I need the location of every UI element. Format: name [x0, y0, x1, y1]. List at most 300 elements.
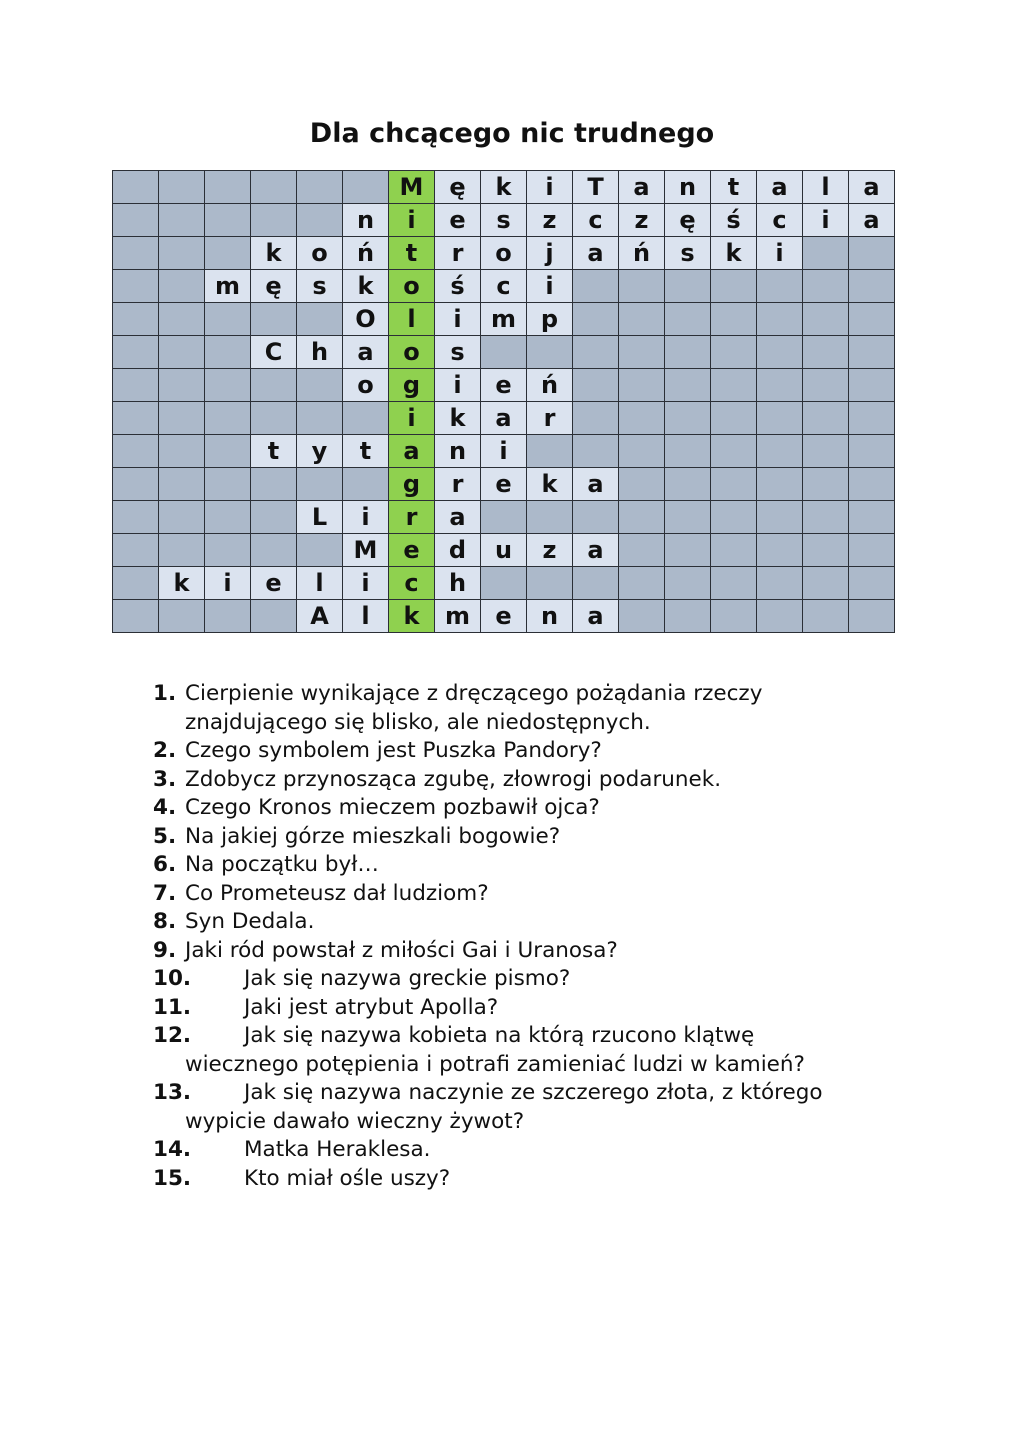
letter-cell: i — [527, 171, 573, 204]
empty-cell — [711, 270, 757, 303]
letter-cell: M — [343, 534, 389, 567]
letter-cell: i — [481, 435, 527, 468]
key-letter-cell: t — [389, 237, 435, 270]
empty-cell — [159, 435, 205, 468]
empty-cell — [251, 402, 297, 435]
crossword-row — [113, 336, 895, 369]
empty-cell — [711, 534, 757, 567]
empty-cell — [159, 204, 205, 237]
question-number: 11. — [153, 994, 192, 1020]
empty-cell — [159, 402, 205, 435]
key-letter-cell: i — [389, 204, 435, 237]
empty-cell — [113, 171, 159, 204]
letter-cell: i — [343, 501, 389, 534]
empty-cell — [297, 402, 343, 435]
letter-cell: i — [435, 369, 481, 402]
questions-list — [153, 680, 913, 1193]
empty-cell — [803, 237, 849, 270]
key-letter-cell: M — [389, 171, 435, 204]
letter-cell: e — [481, 369, 527, 402]
empty-cell — [803, 468, 849, 501]
letter-cell: k — [343, 270, 389, 303]
letter-cell: T — [573, 171, 619, 204]
empty-cell — [757, 270, 803, 303]
empty-cell — [849, 303, 895, 336]
key-letter-cell: o — [389, 270, 435, 303]
letter-cell: o — [297, 237, 343, 270]
letter-cell: k — [435, 402, 481, 435]
empty-cell — [803, 402, 849, 435]
empty-cell — [159, 468, 205, 501]
letter-cell: e — [251, 567, 297, 600]
empty-cell — [849, 402, 895, 435]
empty-cell — [711, 567, 757, 600]
empty-cell — [113, 369, 159, 402]
empty-cell — [619, 534, 665, 567]
question-number: 2. — [153, 738, 177, 763]
letter-cell: h — [435, 567, 481, 600]
letter-cell: i — [757, 237, 803, 270]
empty-cell — [619, 600, 665, 633]
empty-cell — [251, 303, 297, 336]
empty-cell — [113, 567, 159, 600]
crossword-row — [113, 402, 895, 435]
key-letter-cell: o — [389, 336, 435, 369]
letter-cell: ę — [435, 171, 481, 204]
letter-cell: m — [205, 270, 251, 303]
empty-cell — [619, 501, 665, 534]
empty-cell — [159, 303, 205, 336]
letter-cell: d — [435, 534, 481, 567]
letter-cell: o — [343, 369, 389, 402]
key-letter-cell: i — [389, 402, 435, 435]
empty-cell — [665, 534, 711, 567]
empty-cell — [205, 600, 251, 633]
question-text: Czego symbolem jest Puszka Pandory? — [185, 738, 602, 763]
letter-cell: s — [481, 204, 527, 237]
question-number: 6. — [153, 852, 177, 877]
letter-cell: ń — [343, 237, 389, 270]
question-text: Kto miał ośle uszy? — [244, 1165, 451, 1191]
question-number: 1. — [153, 681, 177, 706]
empty-cell — [711, 600, 757, 633]
empty-cell — [803, 303, 849, 336]
crossword-row — [113, 534, 895, 567]
empty-cell — [573, 567, 619, 600]
crossword-row — [113, 171, 895, 204]
empty-cell — [619, 270, 665, 303]
letter-cell: n — [343, 204, 389, 237]
letter-cell: n — [665, 171, 711, 204]
empty-cell — [343, 468, 389, 501]
question-number: 15. — [153, 1165, 192, 1191]
question-item — [153, 965, 913, 994]
key-letter-cell: c — [389, 567, 435, 600]
empty-cell — [297, 303, 343, 336]
crossword-row — [113, 501, 895, 534]
empty-cell — [803, 270, 849, 303]
empty-cell — [849, 534, 895, 567]
letter-cell: e — [481, 468, 527, 501]
letter-cell: o — [481, 237, 527, 270]
empty-cell — [619, 303, 665, 336]
letter-cell: u — [481, 534, 527, 567]
empty-cell — [803, 501, 849, 534]
empty-cell — [757, 501, 803, 534]
empty-cell — [803, 600, 849, 633]
empty-cell — [849, 336, 895, 369]
empty-cell — [159, 600, 205, 633]
question-text-continuation: wiecznego potępienia i potrafi zamieniać ludzi w kamień? — [185, 1051, 805, 1077]
crossword-row — [113, 435, 895, 468]
letter-cell: a — [481, 402, 527, 435]
empty-cell — [159, 171, 205, 204]
empty-cell — [803, 435, 849, 468]
letter-cell: ę — [665, 204, 711, 237]
empty-cell — [573, 270, 619, 303]
crossword-row — [113, 600, 895, 633]
empty-cell — [849, 567, 895, 600]
letter-cell: l — [803, 171, 849, 204]
letter-cell: r — [435, 468, 481, 501]
letter-cell: c — [481, 270, 527, 303]
empty-cell — [297, 369, 343, 402]
key-letter-cell: g — [389, 369, 435, 402]
letter-cell: s — [435, 336, 481, 369]
empty-cell — [113, 435, 159, 468]
question-number: 4. — [153, 795, 177, 820]
question-text: Zdobycz przynosząca zgubę, złowrogi podarunek. — [185, 766, 722, 792]
empty-cell — [297, 204, 343, 237]
key-letter-cell: g — [389, 468, 435, 501]
question-text: Jak się nazywa greckie pismo? — [244, 966, 571, 991]
question-number: 7. — [153, 880, 177, 906]
empty-cell — [665, 270, 711, 303]
question-item — [153, 1136, 913, 1165]
empty-cell — [665, 435, 711, 468]
question-number: 13. — [153, 1080, 192, 1105]
key-letter-cell: a — [389, 435, 435, 468]
empty-cell — [159, 369, 205, 402]
letter-cell: t — [711, 171, 757, 204]
empty-cell — [251, 600, 297, 633]
empty-cell — [159, 237, 205, 270]
letter-cell: i — [205, 567, 251, 600]
empty-cell — [619, 435, 665, 468]
letter-cell: a — [619, 171, 665, 204]
empty-cell — [573, 402, 619, 435]
question-item — [153, 766, 913, 795]
empty-cell — [665, 402, 711, 435]
letter-cell: i — [527, 270, 573, 303]
empty-cell — [205, 171, 251, 204]
empty-cell — [573, 303, 619, 336]
letter-cell: e — [481, 600, 527, 633]
empty-cell — [757, 567, 803, 600]
letter-cell: k — [711, 237, 757, 270]
crossword-row — [113, 237, 895, 270]
empty-cell — [757, 336, 803, 369]
question-text-continuation: wypicie dawało wieczny żywot? — [185, 1108, 525, 1134]
letter-cell: a — [573, 600, 619, 633]
letter-cell: ę — [251, 270, 297, 303]
empty-cell — [711, 468, 757, 501]
letter-cell: a — [343, 336, 389, 369]
empty-cell — [757, 402, 803, 435]
letter-cell: i — [803, 204, 849, 237]
letter-cell: C — [251, 336, 297, 369]
key-letter-cell: l — [389, 303, 435, 336]
empty-cell — [711, 435, 757, 468]
question-text: Na jakiej górze mieszkali bogowie? — [185, 823, 561, 849]
empty-cell — [665, 567, 711, 600]
empty-cell — [665, 600, 711, 633]
letter-cell: n — [527, 600, 573, 633]
letter-cell: t — [343, 435, 389, 468]
crossword-row — [113, 369, 895, 402]
letter-cell: z — [619, 204, 665, 237]
empty-cell — [619, 336, 665, 369]
empty-cell — [757, 468, 803, 501]
crossword-grid — [112, 170, 895, 633]
question-text: Jak się nazywa naczynie ze szczerego złota, z którego — [244, 1080, 823, 1105]
empty-cell — [251, 468, 297, 501]
empty-cell — [757, 435, 803, 468]
empty-cell — [251, 369, 297, 402]
empty-cell — [113, 501, 159, 534]
empty-cell — [113, 336, 159, 369]
empty-cell — [481, 501, 527, 534]
letter-cell: c — [757, 204, 803, 237]
empty-cell — [849, 435, 895, 468]
letter-cell: r — [527, 402, 573, 435]
letter-cell: s — [665, 237, 711, 270]
question-item — [153, 994, 913, 1023]
question-text: Syn Dedala. — [185, 909, 315, 934]
empty-cell — [251, 171, 297, 204]
question-text: Czego Kronos mieczem pozbawił ojca? — [185, 795, 600, 820]
empty-cell — [205, 336, 251, 369]
empty-cell — [159, 270, 205, 303]
empty-cell — [711, 402, 757, 435]
letter-cell: L — [297, 501, 343, 534]
question-item — [153, 851, 913, 880]
letter-cell: s — [297, 270, 343, 303]
empty-cell — [481, 567, 527, 600]
empty-cell — [297, 468, 343, 501]
question-text: Co Prometeusz dał ludziom? — [185, 880, 489, 906]
empty-cell — [251, 534, 297, 567]
question-text: Jak się nazywa kobieta na którą rzucono klątwę — [244, 1023, 755, 1048]
letter-cell: a — [435, 501, 481, 534]
letter-cell: n — [435, 435, 481, 468]
empty-cell — [757, 534, 803, 567]
question-item — [153, 1022, 913, 1079]
crossword-row — [113, 567, 895, 600]
question-number: 8. — [153, 909, 177, 934]
empty-cell — [665, 303, 711, 336]
letter-cell: k — [527, 468, 573, 501]
question-number: 3. — [153, 766, 177, 792]
letter-cell: ś — [711, 204, 757, 237]
empty-cell — [527, 336, 573, 369]
question-item — [153, 880, 913, 909]
question-text: Cierpienie wynikające z dręczącego pożądania rzeczy — [185, 681, 763, 706]
crossword-row — [113, 270, 895, 303]
empty-cell — [527, 435, 573, 468]
empty-cell — [113, 270, 159, 303]
empty-cell — [205, 237, 251, 270]
empty-cell — [849, 369, 895, 402]
question-number: 5. — [153, 823, 177, 849]
question-text: Na początku był… — [185, 852, 379, 877]
empty-cell — [297, 171, 343, 204]
letter-cell: ś — [435, 270, 481, 303]
letter-cell: i — [435, 303, 481, 336]
empty-cell — [527, 567, 573, 600]
empty-cell — [159, 501, 205, 534]
empty-cell — [803, 567, 849, 600]
letter-cell: a — [573, 237, 619, 270]
empty-cell — [849, 237, 895, 270]
empty-cell — [297, 534, 343, 567]
empty-cell — [573, 435, 619, 468]
empty-cell — [573, 336, 619, 369]
letter-cell: O — [343, 303, 389, 336]
empty-cell — [205, 435, 251, 468]
empty-cell — [849, 270, 895, 303]
empty-cell — [711, 369, 757, 402]
letter-cell: z — [527, 534, 573, 567]
question-item — [153, 1165, 913, 1194]
empty-cell — [113, 534, 159, 567]
empty-cell — [803, 336, 849, 369]
letter-cell: i — [343, 567, 389, 600]
key-letter-cell: r — [389, 501, 435, 534]
question-text: Jaki ród powstał z miłości Gai i Uranosa? — [185, 937, 618, 963]
question-number: 10. — [153, 966, 192, 991]
empty-cell — [665, 369, 711, 402]
empty-cell — [849, 600, 895, 633]
question-item — [153, 908, 913, 937]
empty-cell — [113, 204, 159, 237]
empty-cell — [159, 534, 205, 567]
letter-cell: k — [481, 171, 527, 204]
empty-cell — [205, 303, 251, 336]
letter-cell: A — [297, 600, 343, 633]
letter-cell: a — [573, 534, 619, 567]
empty-cell — [113, 237, 159, 270]
letter-cell: a — [849, 204, 895, 237]
question-item — [153, 823, 913, 852]
empty-cell — [665, 501, 711, 534]
empty-cell — [159, 336, 205, 369]
letter-cell: r — [435, 237, 481, 270]
letter-cell: l — [297, 567, 343, 600]
question-number: 14. — [153, 1137, 192, 1162]
empty-cell — [619, 468, 665, 501]
letter-cell: j — [527, 237, 573, 270]
question-item — [153, 937, 913, 966]
letter-cell: k — [159, 567, 205, 600]
empty-cell — [251, 204, 297, 237]
question-text-continuation: znajdującego się blisko, ale niedostępnych. — [185, 709, 651, 735]
empty-cell — [527, 501, 573, 534]
empty-cell — [573, 369, 619, 402]
letter-cell: a — [757, 171, 803, 204]
question-number: 12. — [153, 1023, 192, 1048]
empty-cell — [113, 468, 159, 501]
question-number: 9. — [153, 937, 177, 963]
empty-cell — [711, 336, 757, 369]
empty-cell — [113, 402, 159, 435]
question-item — [153, 794, 913, 823]
empty-cell — [757, 369, 803, 402]
question-text: Jaki jest atrybut Apolla? — [244, 994, 499, 1020]
empty-cell — [343, 171, 389, 204]
empty-cell — [849, 501, 895, 534]
empty-cell — [573, 501, 619, 534]
letter-cell: e — [435, 204, 481, 237]
letter-cell: p — [527, 303, 573, 336]
crossword-row — [113, 303, 895, 336]
letter-cell: z — [527, 204, 573, 237]
letter-cell: m — [481, 303, 527, 336]
question-item — [153, 680, 913, 737]
empty-cell — [205, 204, 251, 237]
empty-cell — [619, 402, 665, 435]
empty-cell — [803, 369, 849, 402]
empty-cell — [849, 468, 895, 501]
letter-cell: c — [573, 204, 619, 237]
empty-cell — [205, 369, 251, 402]
letter-cell: k — [251, 237, 297, 270]
empty-cell — [757, 600, 803, 633]
empty-cell — [113, 600, 159, 633]
letter-cell: a — [573, 468, 619, 501]
empty-cell — [205, 402, 251, 435]
empty-cell — [619, 369, 665, 402]
empty-cell — [665, 336, 711, 369]
empty-cell — [205, 468, 251, 501]
question-item — [153, 1079, 913, 1136]
empty-cell — [803, 534, 849, 567]
key-letter-cell: e — [389, 534, 435, 567]
crossword-row — [113, 468, 895, 501]
letter-cell: ń — [527, 369, 573, 402]
crossword-row — [113, 204, 895, 237]
letter-cell: h — [297, 336, 343, 369]
empty-cell — [619, 567, 665, 600]
letter-cell: ń — [619, 237, 665, 270]
empty-cell — [251, 501, 297, 534]
empty-cell — [205, 501, 251, 534]
empty-cell — [665, 468, 711, 501]
empty-cell — [711, 501, 757, 534]
empty-cell — [113, 303, 159, 336]
empty-cell — [343, 402, 389, 435]
letter-cell: l — [343, 600, 389, 633]
empty-cell — [757, 303, 803, 336]
empty-cell — [481, 336, 527, 369]
page-title: Dla chcącego nic trudnego — [309, 118, 715, 149]
question-item — [153, 737, 913, 766]
letter-cell: a — [849, 171, 895, 204]
letter-cell: y — [297, 435, 343, 468]
key-letter-cell: k — [389, 600, 435, 633]
empty-cell — [711, 303, 757, 336]
empty-cell — [205, 534, 251, 567]
